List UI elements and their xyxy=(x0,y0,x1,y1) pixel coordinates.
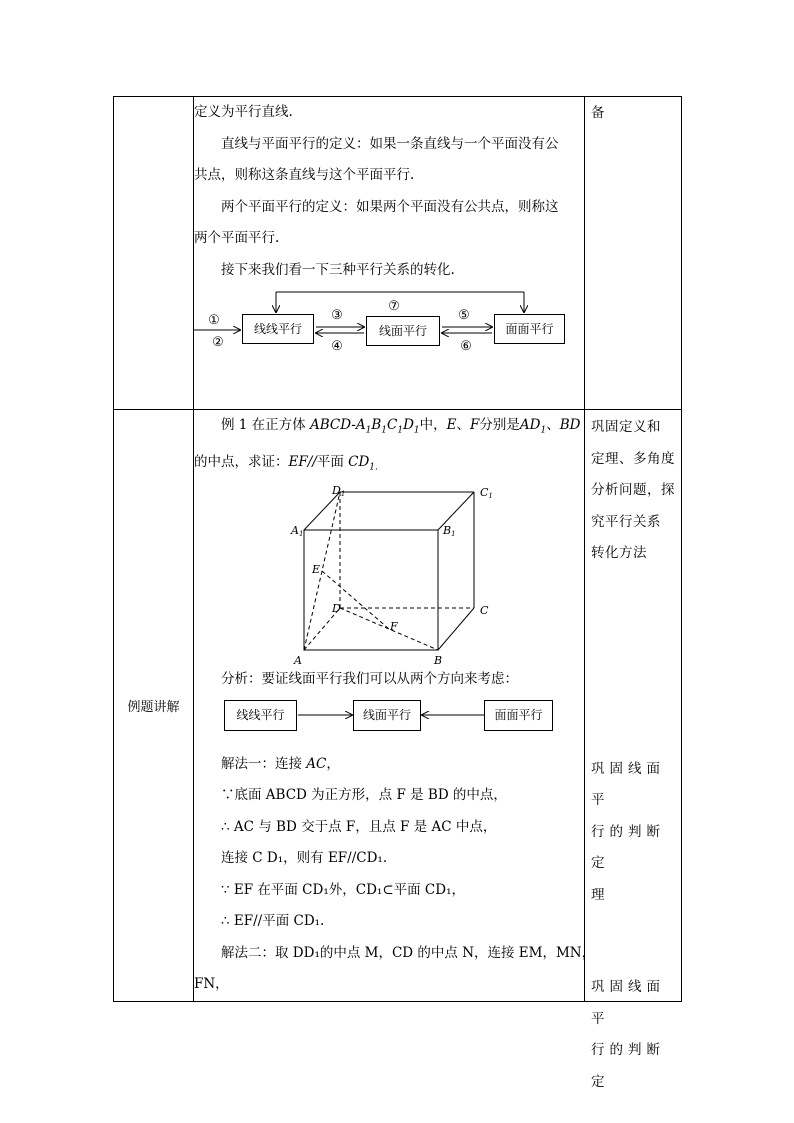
label-2: ② xyxy=(212,335,224,350)
label-c: C xyxy=(480,604,489,618)
label-1: ① xyxy=(208,313,220,328)
label-5: ⑤ xyxy=(458,308,470,323)
point-e: E xyxy=(446,417,457,433)
parallel-conversion-diagram xyxy=(194,286,584,376)
content-cell-example xyxy=(194,410,596,1002)
cube-edge xyxy=(304,492,340,530)
flow-box-line-plane: 线面平行 xyxy=(353,700,421,731)
segment-bd: BD xyxy=(559,417,581,433)
label-e: E xyxy=(312,563,321,577)
label-d: D xyxy=(332,602,341,616)
section-cell-empty xyxy=(114,97,194,410)
cube-figure xyxy=(284,484,504,664)
example-text: 分别是 xyxy=(479,417,520,433)
segment-ef-line xyxy=(322,571,389,629)
box-line-line-parallel: 线线平行 xyxy=(242,314,314,344)
method2-line: FN， xyxy=(194,976,229,993)
note-cell-example xyxy=(585,410,682,1090)
table-row-example xyxy=(114,410,682,1002)
box-plane-plane-parallel: 面面平行 xyxy=(494,314,565,344)
plane-cd1: $CD_{1.}$ xyxy=(348,454,378,473)
cube-edge xyxy=(438,608,474,650)
section-cell-example xyxy=(114,410,194,1002)
text-line: 共点，则称这条直线与这个平面平行. xyxy=(194,167,415,183)
analysis-flow xyxy=(194,696,584,744)
note-line: 巩固线面平 xyxy=(591,760,665,808)
label-b1: B1 xyxy=(443,524,456,539)
note-line: 究平行关系 xyxy=(591,513,661,530)
table-row-definitions xyxy=(114,97,682,410)
analysis-line: 分析：要证线面平行我们可以从两个方向来考虑： xyxy=(221,671,518,688)
method1-line: ∴ AC 与 BD 交于点 F，且点 F 是 AC 中点， xyxy=(221,818,497,835)
cube-name: ABCD-$A_1B_1C_1D_1$ xyxy=(309,417,420,436)
content-cell-definitions xyxy=(194,97,585,410)
box-line-plane-parallel: 线面平行 xyxy=(366,316,440,346)
flow-box-plane-plane: 面面平行 xyxy=(484,700,553,731)
note-cell xyxy=(585,97,682,410)
note-line: 理 xyxy=(591,886,610,903)
segment-ef: EF// xyxy=(288,454,317,471)
label-7: ⑦ xyxy=(388,299,400,314)
note-block-mid xyxy=(585,754,681,912)
text-line: 定义为平行直线. xyxy=(194,104,293,120)
method1-line: ∴ EF//平面 CD₁. xyxy=(221,913,325,930)
note-line: 转化方法 xyxy=(591,545,647,561)
method1-title: 解法一：连接 AC， xyxy=(221,755,340,772)
flow-box-line-line: 线线平行 xyxy=(224,700,297,731)
label-a: A xyxy=(294,654,302,665)
note-line: 行的判断定 xyxy=(591,823,665,871)
label-d1: D1 xyxy=(332,484,346,499)
note-block-top xyxy=(585,410,681,570)
label-f: F xyxy=(390,620,398,634)
example-text: 中， xyxy=(419,417,447,433)
note-line: 巩固线面平 xyxy=(591,979,665,1027)
lesson-table xyxy=(113,96,682,1090)
text-line: 两个平面平行的定义：如果两个平面没有公共点，则称这 xyxy=(221,198,559,215)
label-3: ③ xyxy=(331,308,343,323)
example-intro: 例 1 在正方体 xyxy=(221,417,306,433)
text-line: 直线与平面平行的定义：如果一条直线与一个平面没有公 xyxy=(221,135,559,152)
note-line: 定理、多角度 xyxy=(591,450,675,467)
method1-line: ∵ EF 在平面 CD₁外，CD₁⊂平面 CD₁， xyxy=(221,881,465,898)
method1-line: ∵底面 ABCD 为正方形，点 F 是 BD 的中点， xyxy=(221,787,507,804)
separator: 、 xyxy=(546,417,560,433)
label-6: ⑥ xyxy=(460,339,472,354)
method2-line: 解法二：取 DD₁的中点 M，CD 的中点 N，连接 EM，MN， xyxy=(221,944,596,961)
note-text: 备 xyxy=(591,105,605,121)
example-line-1 xyxy=(194,410,584,447)
segment-ad1: $AD_1$ xyxy=(519,417,547,436)
example-text: 的中点，求证： xyxy=(194,454,289,471)
section-label: 例题讲解 xyxy=(127,700,180,715)
note-line: 巩固定义和 xyxy=(591,419,661,435)
label-4: ④ xyxy=(331,339,343,354)
example-text: 平面 xyxy=(316,454,344,471)
label-b: B xyxy=(434,654,443,665)
method1-line: 连接 C D₁，则有 EF//CD₁. xyxy=(221,850,388,867)
label-a1: A1 xyxy=(291,524,304,539)
label-c1: C1 xyxy=(480,486,493,501)
text-line: 接下来我们看一下三种平行关系的转化. xyxy=(221,261,455,278)
note-block-bottom xyxy=(585,972,681,1098)
note-line: 分析问题，探 xyxy=(591,482,675,498)
separator: 、 xyxy=(456,417,470,433)
text-line: 两个平面平行. xyxy=(194,230,280,246)
example-line-2 xyxy=(194,447,584,484)
point-f: F xyxy=(470,417,480,433)
note-line: 行的判断定 xyxy=(591,1042,665,1090)
cube-front-face xyxy=(304,530,438,650)
